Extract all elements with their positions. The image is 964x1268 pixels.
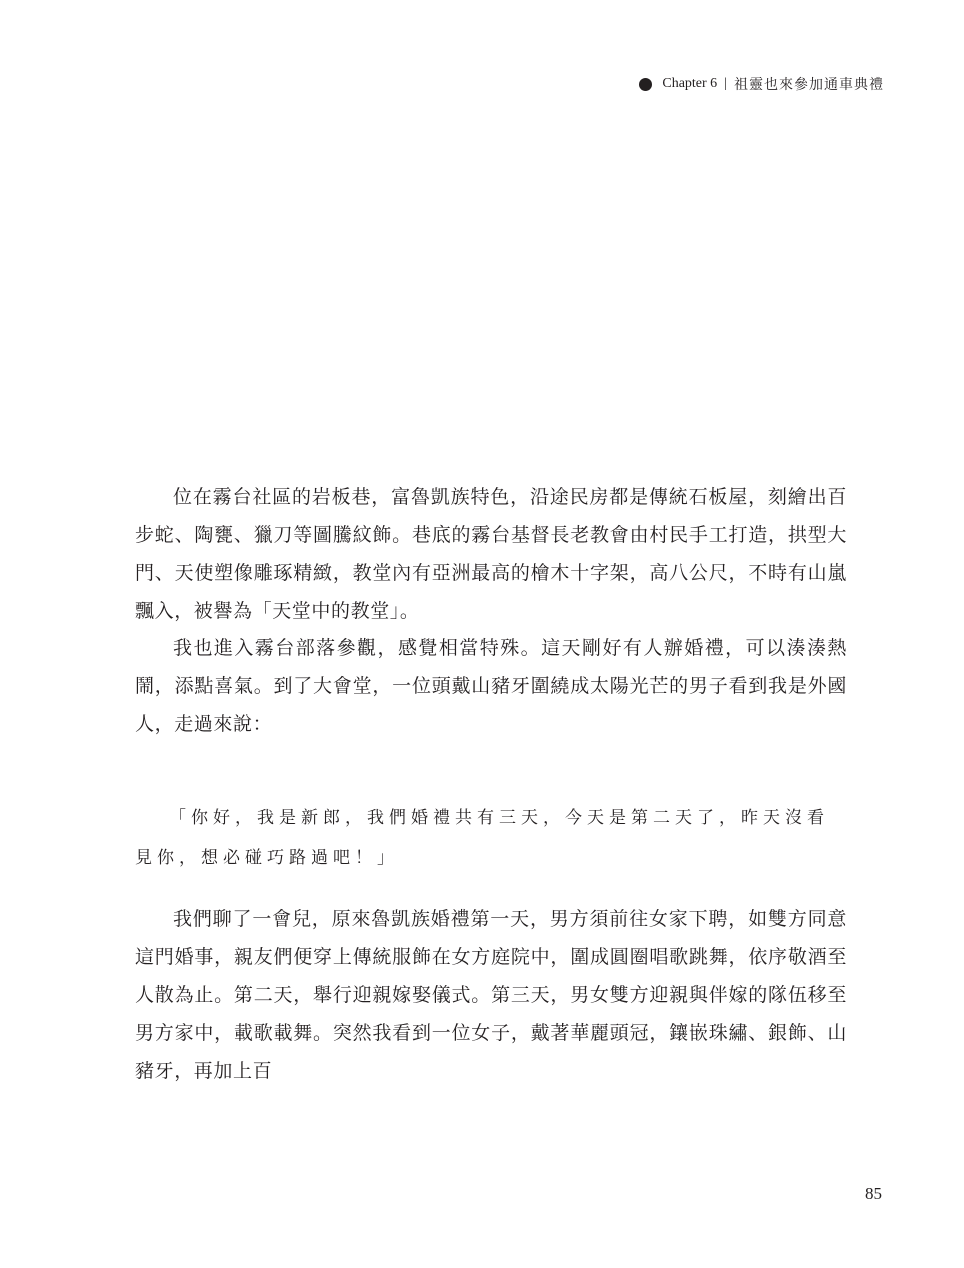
bullet-icon [639,78,652,91]
chapter-title: 祖靈也來參加通車典禮 [734,77,884,93]
chapter-label: Chapter 6 [662,76,718,91]
running-header [639,74,884,94]
page-number: 85 [865,1184,882,1203]
paragraph-2: 我也進入霧台部落參觀，感覺相當特殊。這天剛好有人辦婚禮，可以湊湊熱鬧，添點喜氣。到了大會堂，一位頭戴山豬牙圍繞成太陽光芒的男子看到我是外國人，走過來說： [135,637,847,735]
paragraph-3: 我們聊了一會兒，原來魯凱族婚禮第一天，男方須前往女家下聘，如雙方同意這門婚事，親友們便穿上傳統服飾在女方庭院中，圍成圓圈唱歌跳舞，依序敬酒至人散為止。第二天，舉行迎親嫁娶儀式。第三天，男女雙方迎親與伴嫁的隊伍移至男方家中，載歌載舞。突然我看到一位女子，戴著華麗頭冠，鑲嵌珠繡、銀飾、山豬牙，再加上百 [135,908,847,1082]
paragraph-1: 位在霧台社區的岩板巷，富魯凱族特色，沿途民房都是傳統石板屋，刻繪出百步蛇、陶甕、獵刀等圖騰紋飾。巷底的霧台基督長老教會由村民手工打造，拱型大門、天使塑像雕琢精緻，教堂內有亞洲最高的檜木十字架，高八公尺，不時有山嵐飄入，被譽為「天堂中的教堂」。 [135,486,847,622]
quote-paragraph: 「你好，我是新郎，我們婚禮共有三天，今天是第二天了，昨天沒看見你，想必碰巧路過吧！」 [135,808,829,868]
header-separator: | [724,76,727,91]
